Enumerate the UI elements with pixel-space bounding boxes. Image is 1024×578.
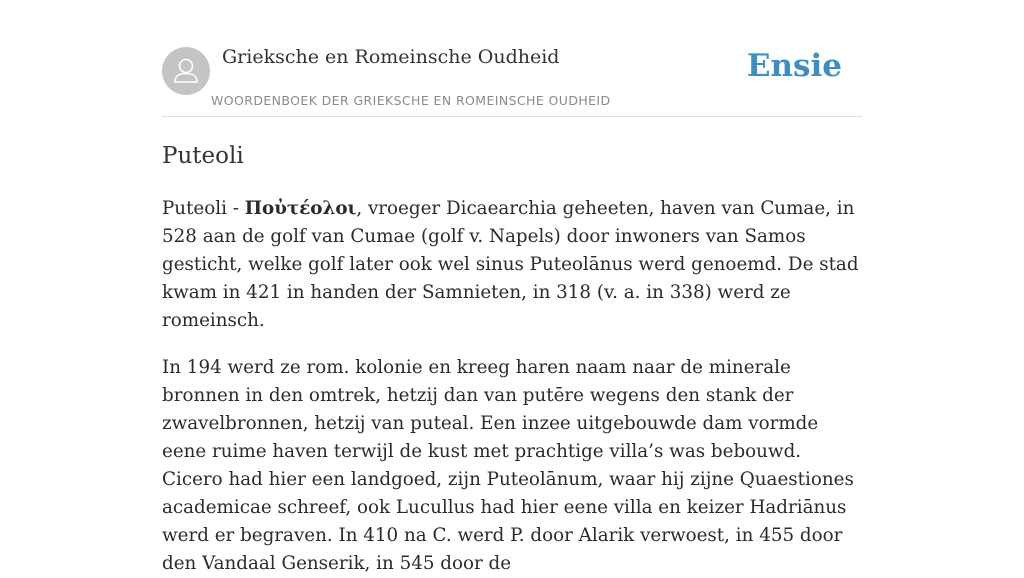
user-icon [162, 47, 210, 95]
source-title-link[interactable]: Grieksche en Romeinsche Oudheid [222, 46, 560, 68]
source-header [162, 0, 862, 117]
article-paragraph-1 [162, 195, 862, 335]
page [162, 0, 862, 578]
source-avatar[interactable] [162, 47, 210, 95]
article-title: Puteoli [162, 143, 244, 169]
article-paragraph-2: In 194 werd ze rom. kolonie en kreeg haren naam naar de minerale bronnen in den omtrek, hetzij dan van putēre wegens den stank der zwavelbronnen, hetzij van puteal. Een inzee uitgebouwde dam vormde eene ruime haven terwijl de kust met prachtige villa’s was bebouwd. Cicero had hier een landgoed, zijn Puteolānum, waar hij zijne Quaestiones academicae schreef, ook Lucullus had hier eene villa en keizer Hadriānus werd er begraven. In 410 na C. werd P. door Alarik verwoest, in 455 door den Vandaal Genserik, in 545 door de [162, 357, 854, 574]
ensie-logo-link[interactable]: Ensie [746, 48, 842, 84]
entry-term: Puteoli - [162, 198, 245, 219]
greek-term: Ποὐτέολοι [244, 198, 357, 219]
source-subtitle: WOORDENBOEK DER GRIEKSCHE EN ROMEINSCHE OUDHEID [211, 93, 611, 108]
entry-text: , vroeger Dicaearchia geheeten, haven van Cumae, in 528 aan de golf van Cumae (golf v. Napels) door inwoners van Samos gesticht, welke golf later ook wel sinus Puteolānus werd genoemd. De stad kwam in 421 in handen der Samnieten, in 318 (v. a. in 338) werd ze romeinsch. [162, 198, 859, 331]
